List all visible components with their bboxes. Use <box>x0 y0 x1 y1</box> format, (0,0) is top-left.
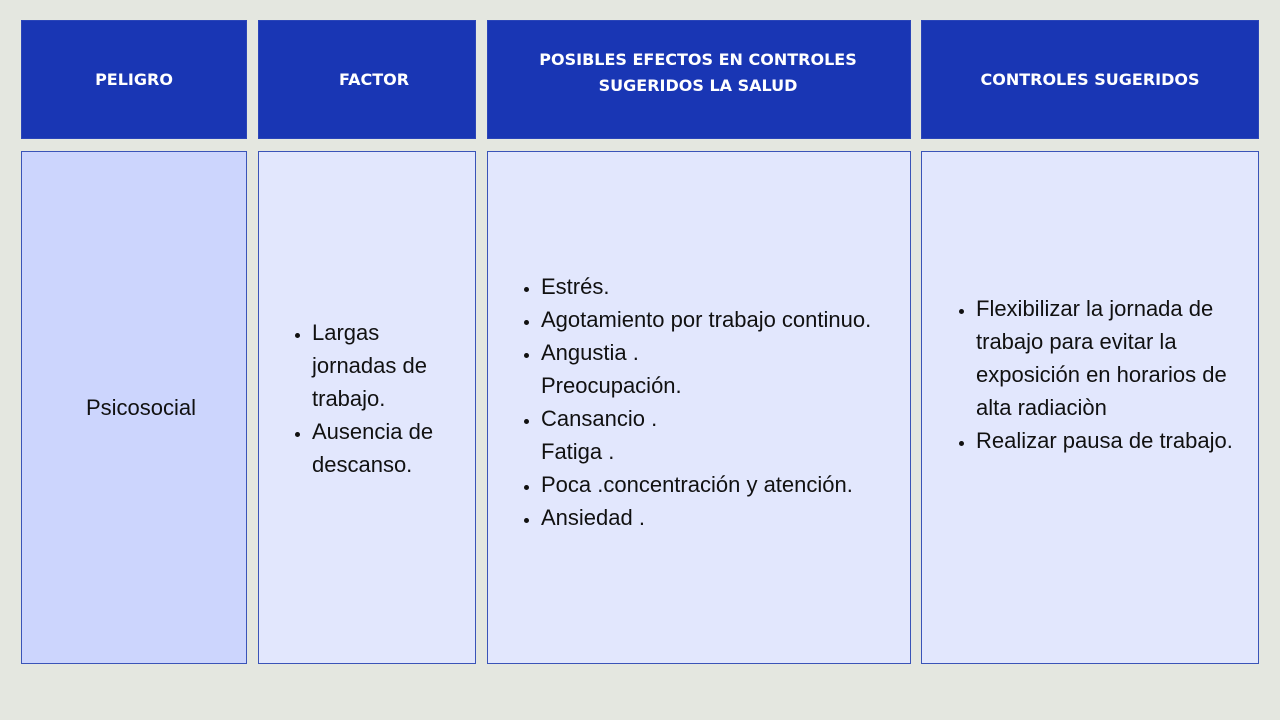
peligro-value: Psicosocial <box>85 395 197 420</box>
header-controles-sugeridos <box>921 20 1259 139</box>
factor-item: • Largas jornadas de trabajo. <box>312 316 455 415</box>
header-posibles-efectos <box>487 20 911 139</box>
efectos-item: • Ansiedad . <box>541 501 871 534</box>
header-factor <box>258 20 476 139</box>
cell-peligro <box>21 151 247 664</box>
efectos-item: • Angustia . Preocupación. <box>541 336 871 402</box>
header-peligro-label: PELIGRO <box>95 69 173 89</box>
header-peligro <box>21 20 247 139</box>
header-factor-label: FACTOR <box>338 69 410 89</box>
factor-item: • Ausencia de descanso. <box>312 415 455 481</box>
cell-controles-sugeridos <box>921 151 1259 664</box>
controles-item: • Flexibilizar la jornada de trabajo para evitar la exposición en horarios de alta radiaciòn <box>976 292 1238 424</box>
cell-posibles-efectos <box>487 151 911 664</box>
efectos-item: • Estrés. <box>541 270 871 303</box>
controles-list <box>922 292 1258 457</box>
header-controles-sugeridos-label: CONTROLES SUGERIDOS <box>980 69 1200 89</box>
efectos-item: • Agotamiento por trabajo continuo. <box>541 303 871 336</box>
factor-list <box>259 316 475 481</box>
header-posibles-efectos-label: POSIBLES EFECTOS EN CONTROLES SUGERIDOS LA SALUD <box>539 50 857 95</box>
cell-factor <box>258 151 476 664</box>
efectos-list <box>488 270 891 534</box>
controles-item: • Realizar pausa de trabajo. <box>976 424 1238 457</box>
efectos-item: • Poca .concentración y atención. <box>541 468 871 501</box>
efectos-item: • Cansancio . Fatiga . <box>541 402 871 468</box>
